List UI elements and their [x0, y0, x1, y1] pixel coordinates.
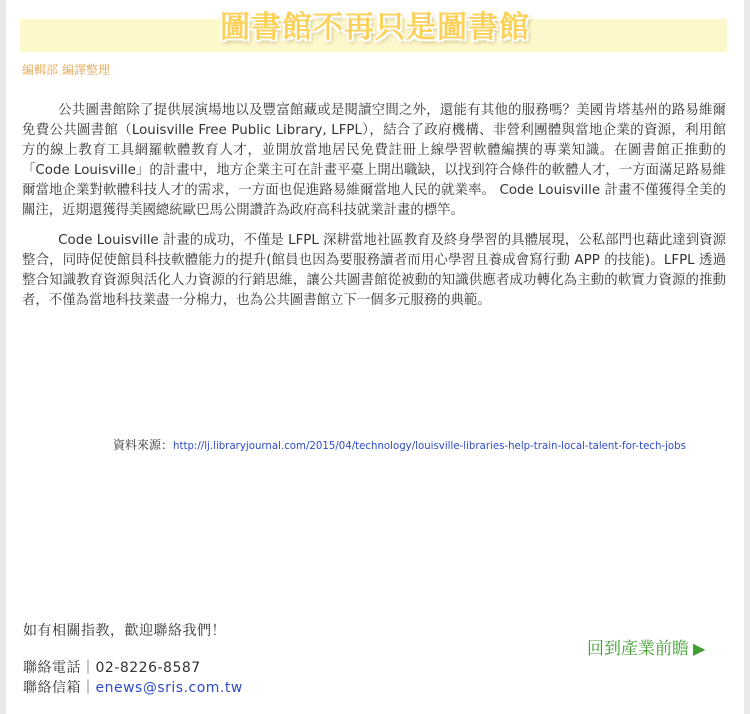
contact-email [23, 677, 243, 697]
back-link-label: 回到產業前瞻 [587, 639, 689, 659]
play-arrow-icon: ▶ [693, 639, 706, 658]
byline: 編輯部 編譯整理 [22, 63, 110, 77]
page-title: 圖書館不再只是圖書館 [220, 10, 530, 45]
article-paragraph-2: Code Louisville 計畫的成功，不僅是 LFPL 深耕當地社區教育及終身學習的具體展現，公私部門也藉此達到資源整合，同時促使館員科技軟體能力的提升(館員也因為要服務讀者而用心學習且養成會寫行動 APP 的技能)。LFPL 透過整合知識教育資源與活化人力資源的行銷思維，讓公共圖書館從被動的知識供應者成功轉化為主動的軟實力資源的推動者，不僅為當地科技業盡一分棉力，也為公共圖書館立下一個多元服務的典範。 [22, 233, 726, 308]
source-link[interactable]: http://lj.libraryjournal.com/2015/04/technology/louisville-libraries-help-train-local-talent-for-tech-jobs [173, 441, 686, 452]
article-page [6, 0, 744, 714]
contact-invite: 如有相關指教，歡迎聯絡我們！ [23, 623, 226, 639]
article-paragraph-1: 公共圖書館除了提供展演場地以及豐富館藏或是閱讀空間之外，還能有其他的服務嗎？美國肯塔基州的路易維爾免費公共圖書館（Louisville Free Public Library, LFPL），結合了政府機構、非營利團體與當地企業的資源，利用館方的線上教育工具網羅軟體教育人才，並開放當地居民免費註冊上線學習軟體編撰的專業知識。在圖書館正推動的「Code Louisville」的計畫中，地方企業主可在計畫平臺上開出職缺，以找到符合條件的軟體人才，一方面滿足路易維爾當地企業對軟體科技人才的需求，一方面也促進路易維爾當地人民的就業率。 Code Louisville 計畫不僅獲得全美的關注，近期還獲得美國總統歐巴馬公開讚許為政府高科技就業計畫的標竿。 [22, 103, 726, 218]
contact-phone [23, 657, 201, 677]
phone-label: 聯絡電話｜ [23, 660, 96, 676]
email-label: 聯絡信箱｜ [23, 680, 96, 696]
article-body [22, 101, 726, 321]
phone-number: 02-8226-8587 [95, 660, 201, 676]
email-link[interactable]: enews@sris.com.tw [95, 680, 243, 696]
source-citation [113, 436, 686, 453]
source-label: 資料來源： [113, 438, 174, 452]
back-to-industry-link[interactable] [587, 634, 705, 659]
